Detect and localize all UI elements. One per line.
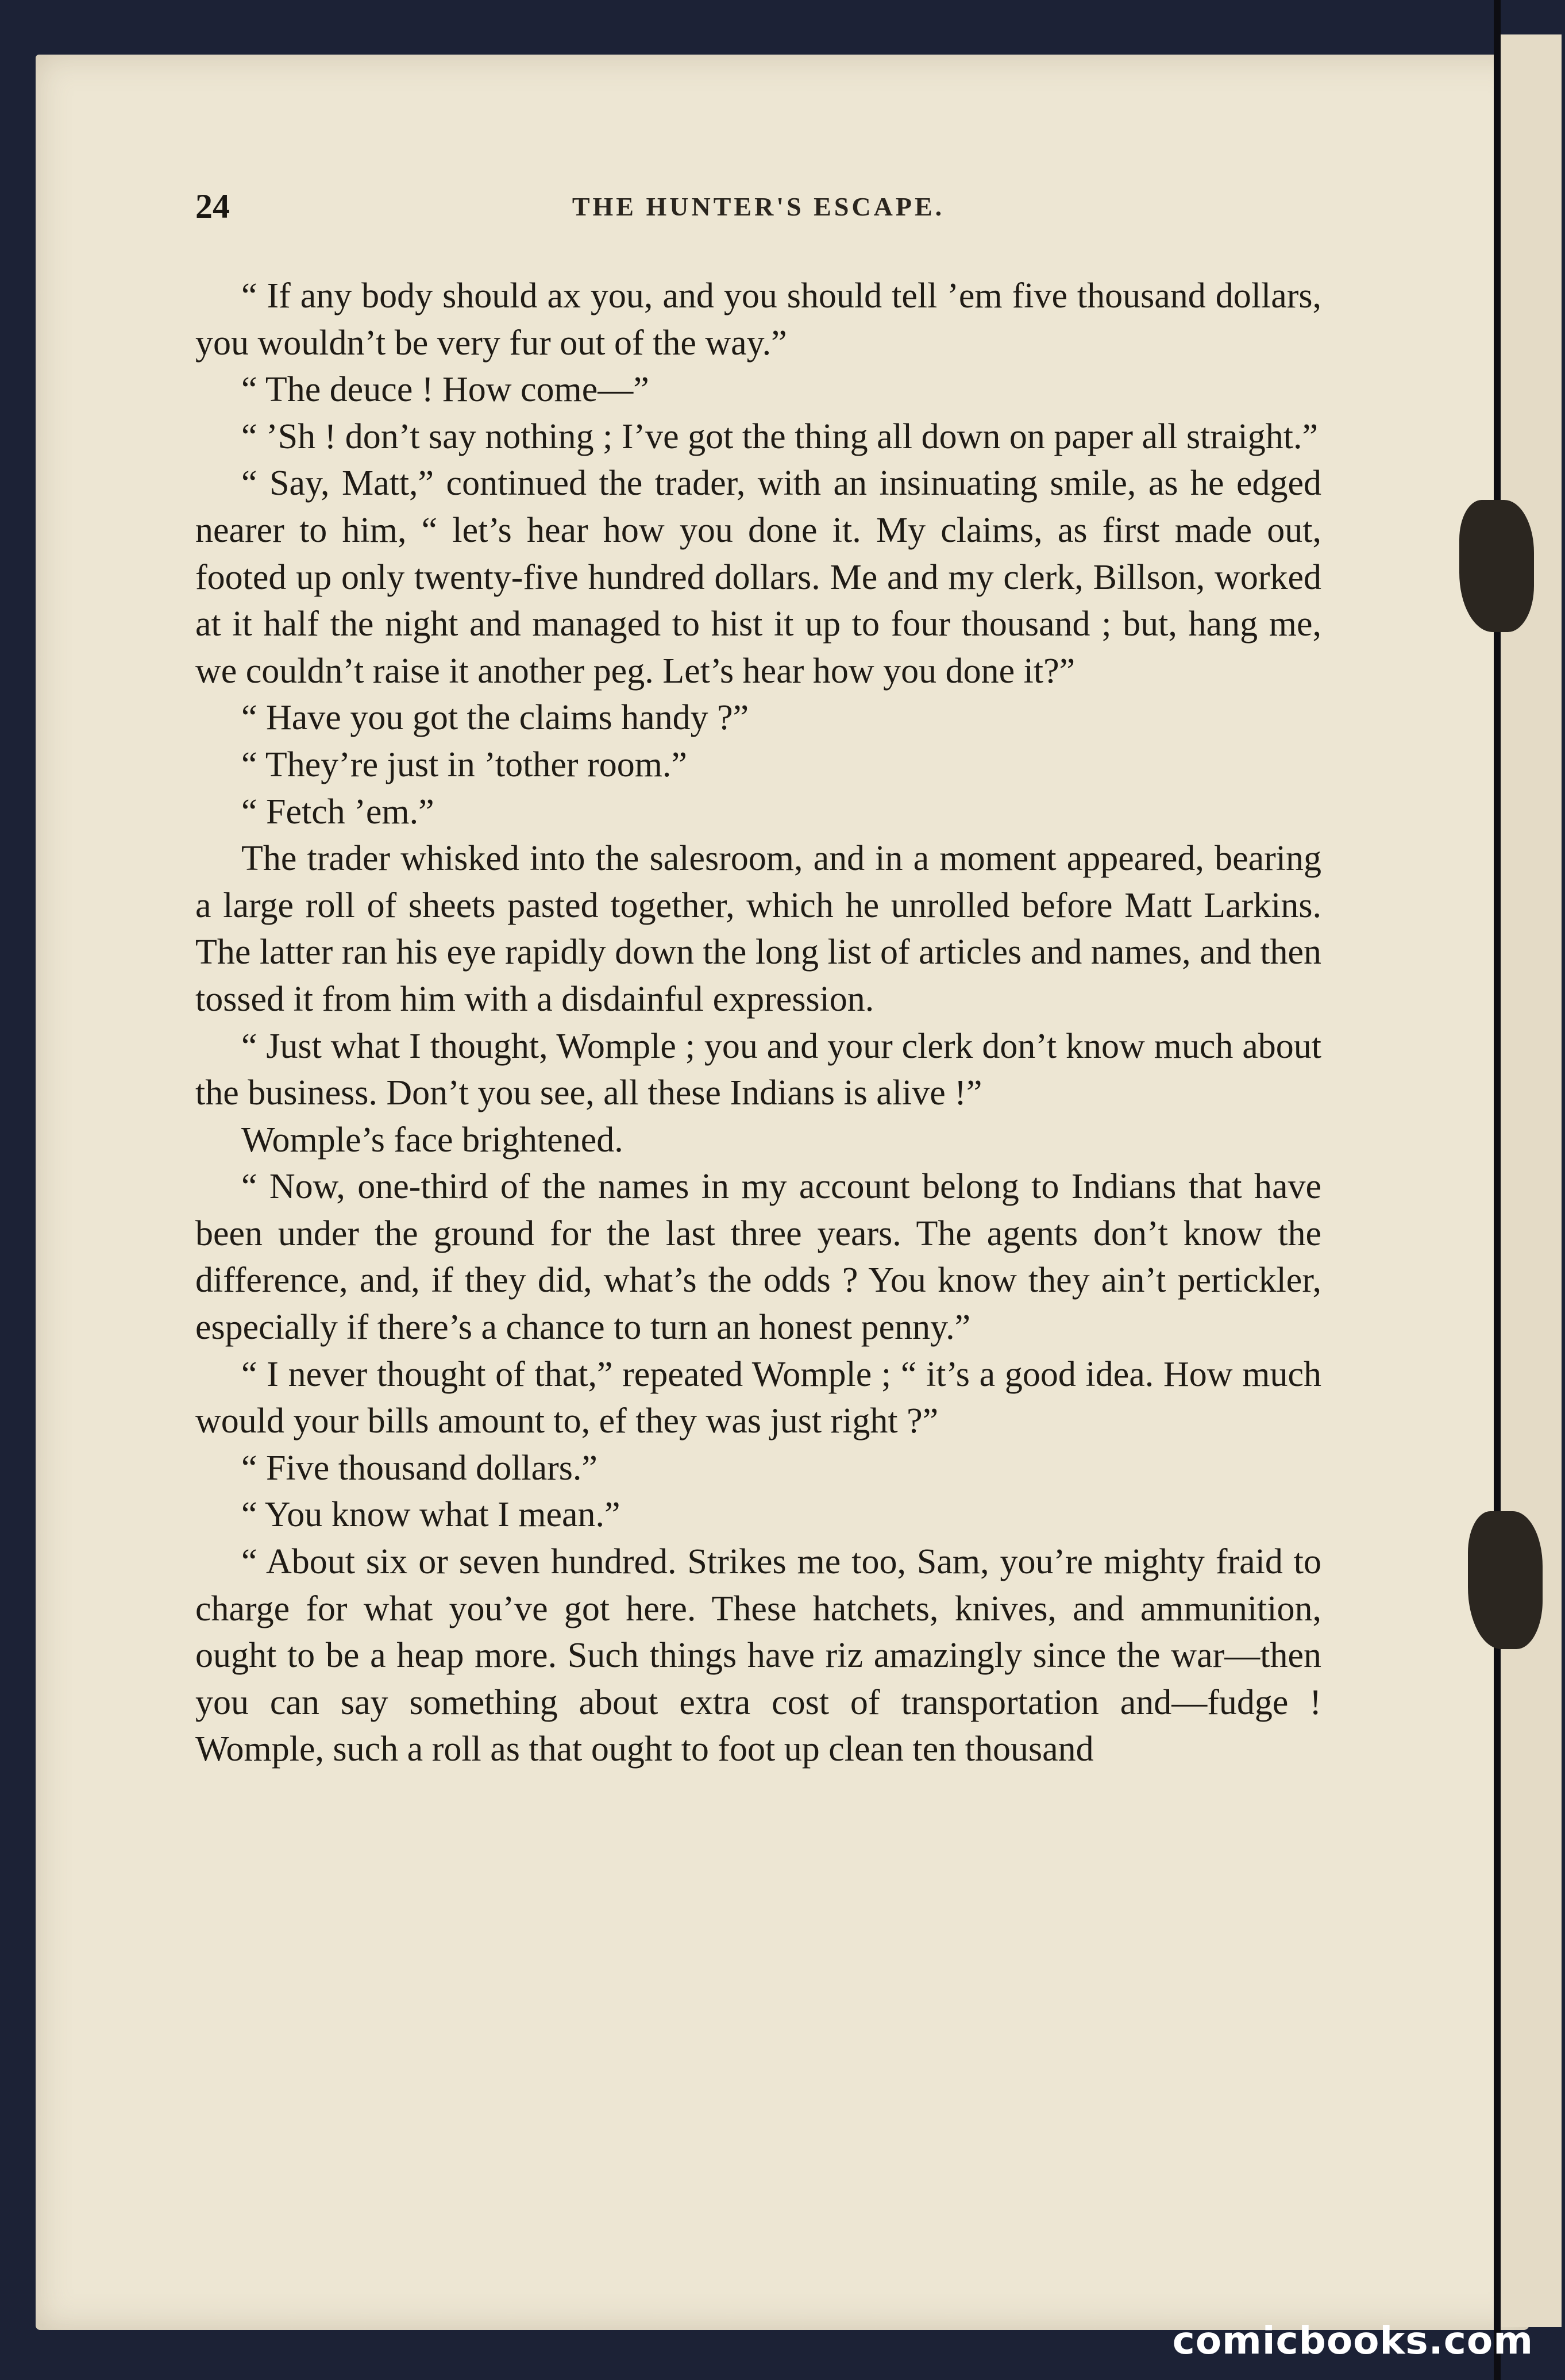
paragraph: The trader whisked into the salesroom, and in a moment appeared, bearing a large roll of sheets pasted together, which he unrolled before Matt Larkins. The latter ran his eye rapidly down the long list of articles and names, and then tossed it from him with a disdainful expression.	[195, 839, 1321, 1019]
running-title: THE HUNTER'S ESCAPE.	[572, 192, 945, 221]
facing-page-edge	[1497, 34, 1562, 2327]
running-head	[195, 187, 1321, 227]
paragraph: “ You know what I mean.”	[241, 1495, 620, 1535]
paragraph: “ They’re just in ’tother room.”	[241, 745, 687, 784]
paragraph: Womple’s face brightened.	[241, 1120, 623, 1160]
paragraph: “ Just what I thought, Womple ; you and your clerk don’t know much about the business. Don’t you see, all these Indians is alive !”	[195, 1026, 1321, 1113]
paragraph: “ Now, one-third of the names in my account belong to Indians that have been under the ground for the last three years. The agents don’t know the difference, and, if they did, what’s the odds ? You know they ain’t pertickler, especially if there’s a chance to turn an honest penny.”	[195, 1167, 1321, 1347]
binding-hole-lower	[1468, 1511, 1543, 1649]
paragraph: “ About six or seven hundred. Strikes me too, Sam, you’re mighty fraid to charge for what you’ve got here. These hatchets, knives, and ammunition, ought to be a heap more. Such things have riz amazingly since the war—then you can say something about extra cost of transportation and—fudge ! Womple, such a roll as that ought to foot up clean ten thousand	[195, 1542, 1321, 1769]
watermark: comicbooks.com	[1172, 2319, 1533, 2363]
body-text	[195, 273, 1321, 1773]
paragraph: “ The deuce ! How come—”	[241, 370, 649, 410]
paragraph: “ Have you got the claims handy ?”	[241, 698, 749, 738]
paragraph: “ Five thousand dollars.”	[241, 1448, 598, 1488]
paragraph: “ ’Sh ! don’t say nothing ; I’ve got the thing all down on paper all straight.”	[241, 417, 1318, 456]
paragraph: “ Say, Matt,” continued the trader, with an insinuating smile, as he edged nearer to him, “ let’s hear how you done it. My claims, as first made out, footed up only twenty-five hundred dollars. Me and my clerk, Billson, worked at it half the night and managed to hist it up to four thousand ; but, hang me, we couldn’t raise it another peg. Let’s hear how you done it?”	[195, 464, 1321, 691]
paragraph: “ If any body should ax you, and you should tell ’em five thousand dollars, you wouldn’t be very fur out of the way.”	[195, 276, 1321, 363]
paragraph: “ I never thought of that,” repeated Womple ; “ it’s a good idea. How much would your bills amount to, ef they was just right ?”	[195, 1354, 1321, 1441]
binding-hole-upper	[1459, 500, 1534, 632]
binding-edge	[1494, 0, 1501, 2380]
paragraph: “ Fetch ’em.”	[241, 792, 434, 831]
page-number: 24	[195, 187, 230, 225]
